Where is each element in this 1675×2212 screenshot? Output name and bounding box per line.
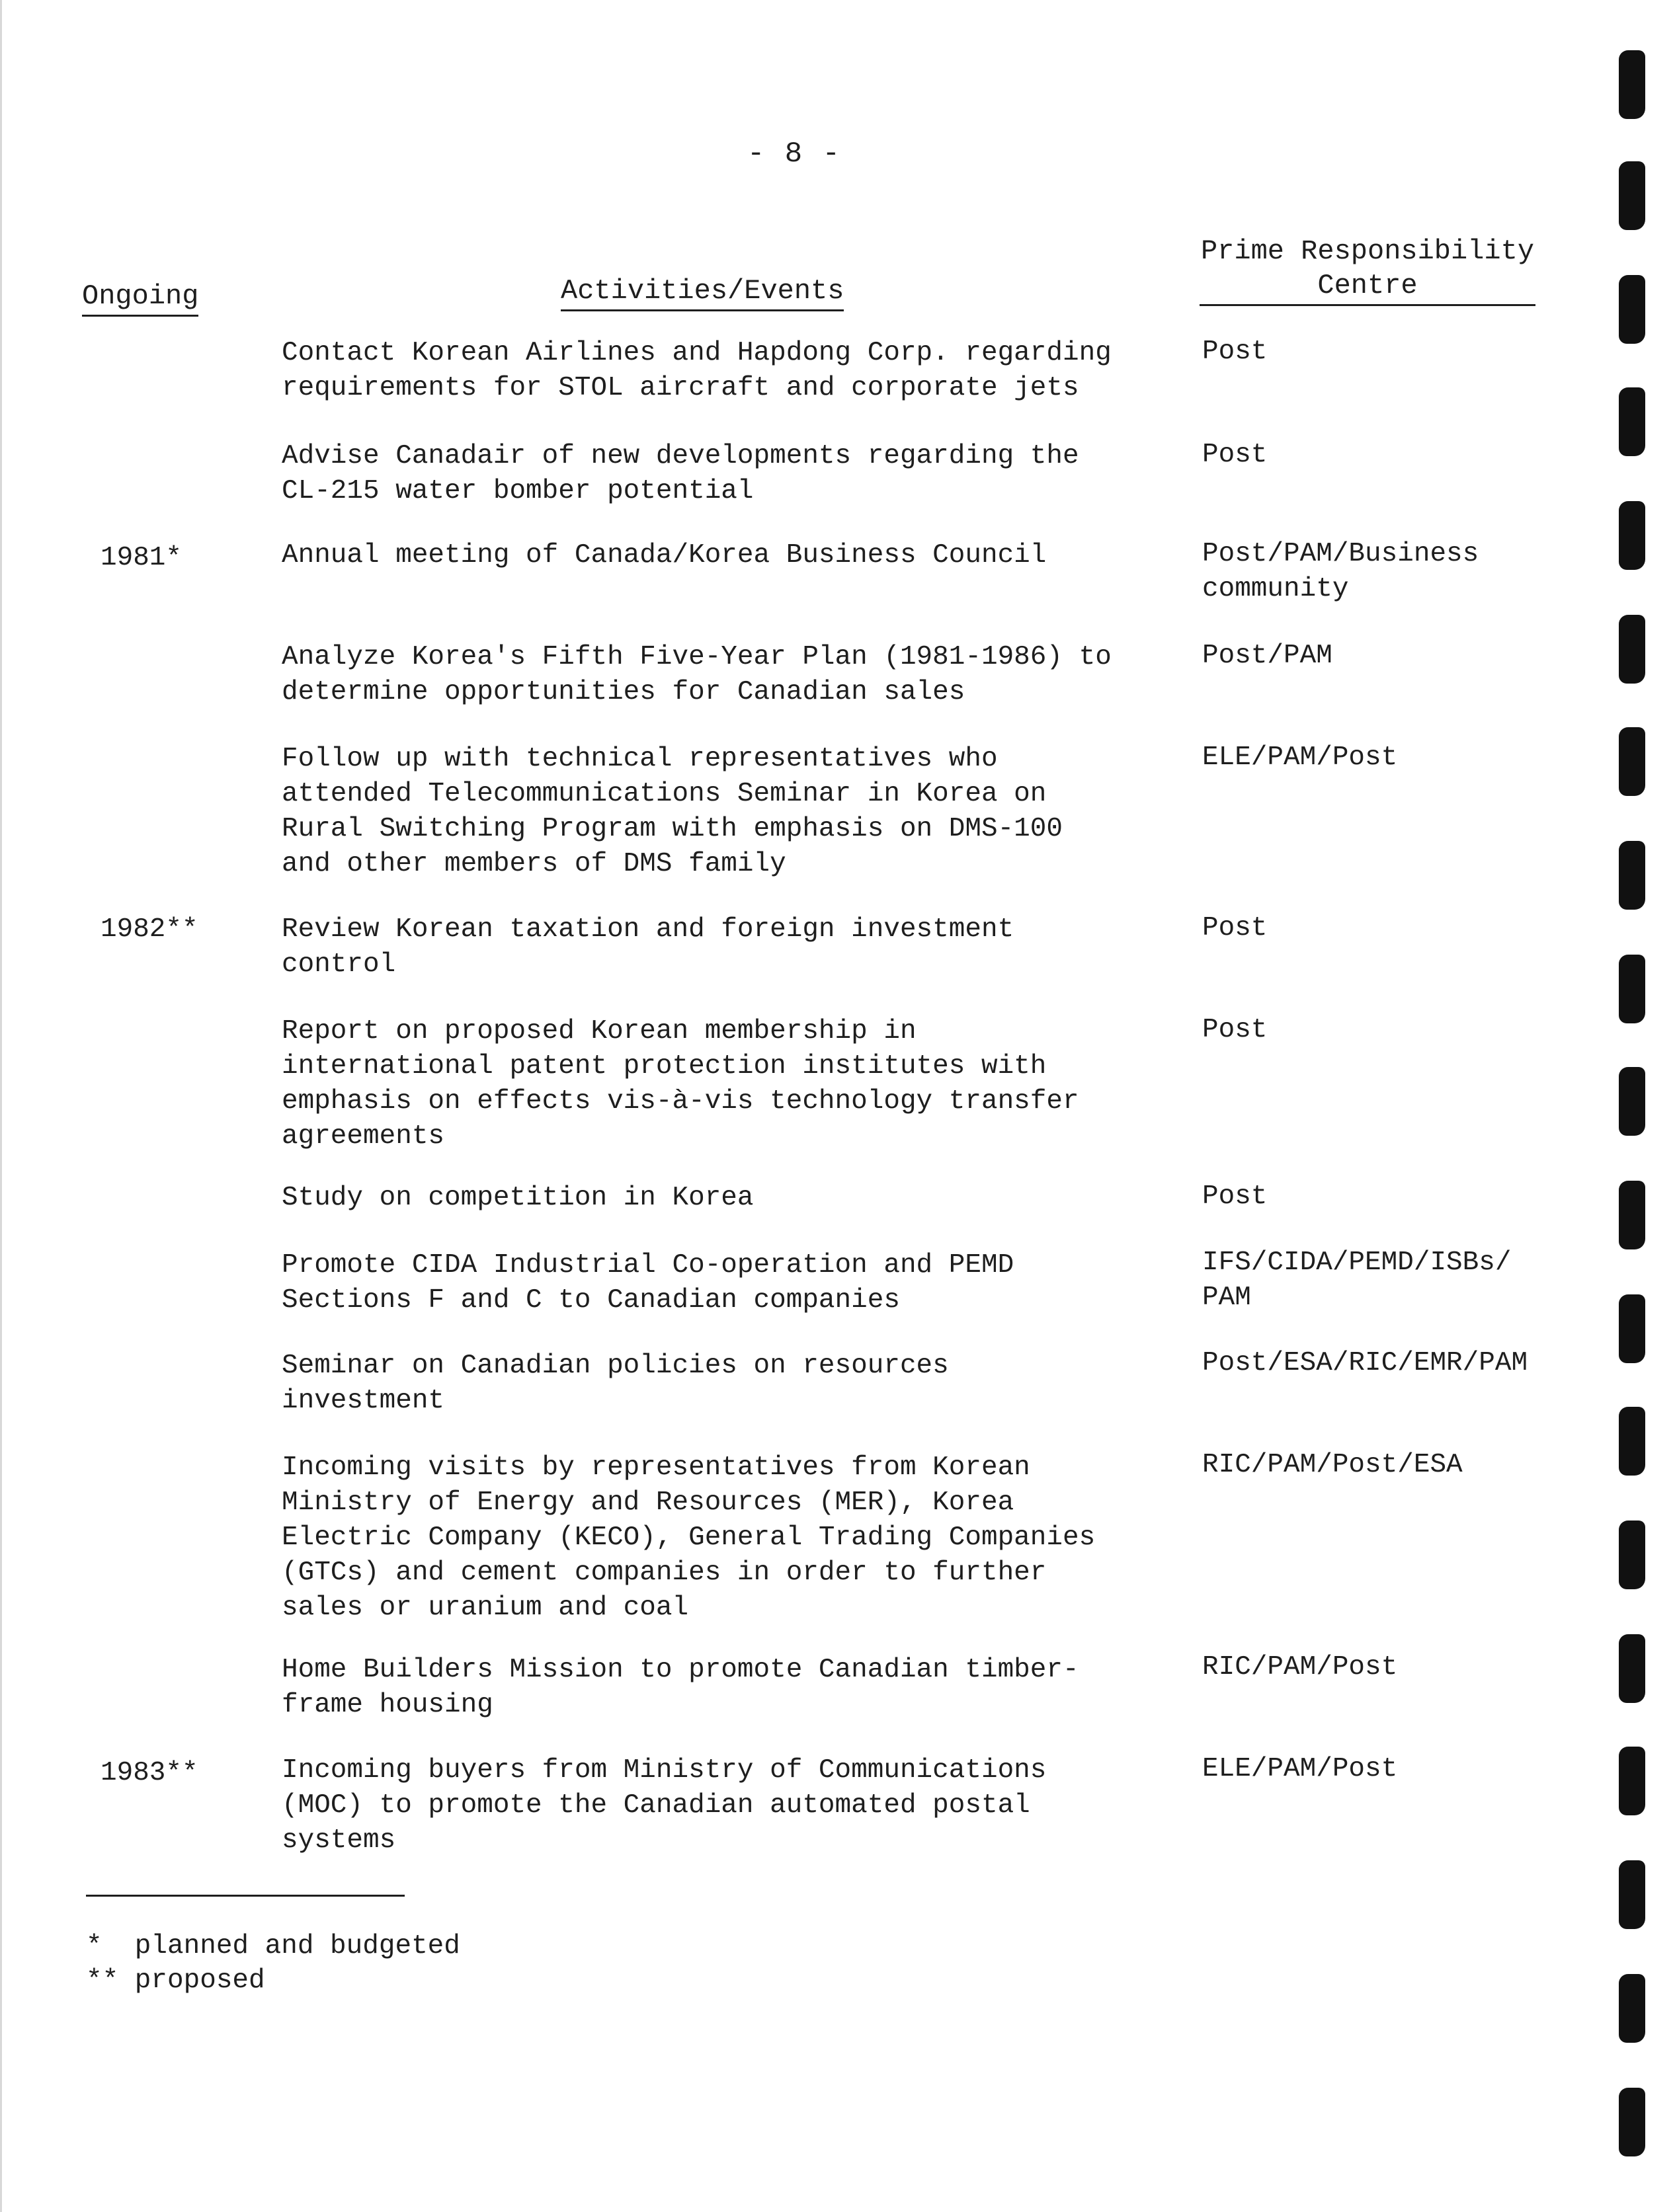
binding-hole	[1619, 1747, 1645, 1815]
header-responsibility-centre	[1200, 234, 1535, 306]
activity-text: Report on proposed Korean membership in international patent protection institutes with emphasis on effects vis-à-vis technology transfer agreements	[282, 1016, 1079, 1152]
header-activities: Activities/Events	[561, 274, 844, 311]
binding-hole	[1619, 1634, 1645, 1703]
binding-hole	[1619, 2088, 1645, 2156]
centre-text: Post/ESA/RIC/EMR/PAM	[1202, 1348, 1528, 1378]
year-text: 1982**	[101, 914, 198, 945]
binding-hole	[1619, 275, 1645, 344]
binding-hole	[1619, 1974, 1645, 2043]
centre-text: Post/PAM/Business community	[1202, 539, 1479, 604]
binding-hole	[1619, 727, 1645, 796]
centre-text: Post/PAM	[1202, 641, 1332, 671]
binding-hole	[1619, 1294, 1645, 1363]
centre-text: RIC/PAM/Post	[1202, 1652, 1398, 1682]
centre-text: RIC/PAM/Post/ESA	[1202, 1450, 1463, 1480]
page-number: - 8 -	[747, 138, 842, 171]
centre-text: Post	[1202, 1181, 1268, 1212]
activity-text: Contact Korean Airlines and Hapdong Corp. regarding requirements for STOL aircraft and corporate jets	[282, 338, 1112, 403]
header-centre-line2: Centre	[1317, 270, 1418, 301]
activity-text: Incoming buyers from Ministry of Communications (MOC) to promote the Canadian automated postal systems	[282, 1755, 1047, 1856]
binding-hole	[1619, 1181, 1645, 1249]
binding-hole	[1619, 1860, 1645, 1929]
binding-hole	[1619, 1407, 1645, 1476]
footnote-proposed: ** proposed	[86, 1965, 265, 1996]
centre-text: IFS/CIDA/PEMD/ISBs/ PAM	[1202, 1247, 1512, 1313]
binding-hole	[1619, 50, 1645, 119]
centre-text: Post	[1202, 440, 1268, 470]
year-text: 1983**	[101, 1758, 198, 1788]
activity-text: Seminar on Canadian policies on resources investment	[282, 1351, 949, 1416]
footnote-planned: * planned and budgeted	[86, 1931, 460, 1961]
centre-text: Post	[1202, 913, 1268, 943]
centre-text: ELE/PAM/Post	[1202, 742, 1398, 773]
header-centre-line1: Prime Responsibility	[1200, 235, 1535, 267]
year-text: 1981*	[101, 543, 183, 573]
binding-hole	[1619, 161, 1645, 230]
binding-hole	[1619, 955, 1645, 1023]
activity-text: Review Korean taxation and foreign investment control	[282, 914, 1014, 980]
binding-hole	[1619, 1067, 1645, 1136]
footnote-divider	[86, 1895, 405, 1897]
activity-text: Follow up with technical representatives who attended Telecommunications Seminar in Korea on Rural Switching Program with emphasis on DMS-100 and other members of DMS family	[282, 744, 1063, 879]
scan-edge	[0, 0, 2, 2212]
activity-text: Incoming visits by representatives from Korean Ministry of Energy and Resources (MER), Korea Electric Company (KECO), General Trading Companies (GTCs) and cement companies in order to further sales or uranium and coal	[282, 1452, 1096, 1623]
activity-text: Promote CIDA Industrial Co-operation and PEMD Sections F and C to Canadian companies	[282, 1250, 1014, 1316]
binding-hole	[1619, 387, 1645, 456]
activity-text: Advise Canadair of new developments regarding the CL-215 water bomber potential	[282, 441, 1079, 506]
centre-text: ELE/PAM/Post	[1202, 1754, 1398, 1784]
binding-hole	[1619, 501, 1645, 570]
activity-text: Annual meeting of Canada/Korea Business Council	[282, 540, 1047, 571]
binding-hole	[1619, 615, 1645, 684]
activity-text: Home Builders Mission to promote Canadian timber- frame housing	[282, 1655, 1079, 1720]
binding-hole	[1619, 1521, 1645, 1589]
centre-text: Post	[1202, 336, 1268, 367]
binding-hole	[1619, 841, 1645, 910]
activity-text: Analyze Korea's Fifth Five-Year Plan (1981-1986) to determine opportunities for Canadian sales	[282, 642, 1112, 707]
header-ongoing: Ongoing	[82, 279, 198, 317]
activity-text: Study on competition in Korea	[282, 1183, 754, 1213]
centre-text: Post	[1202, 1015, 1268, 1045]
